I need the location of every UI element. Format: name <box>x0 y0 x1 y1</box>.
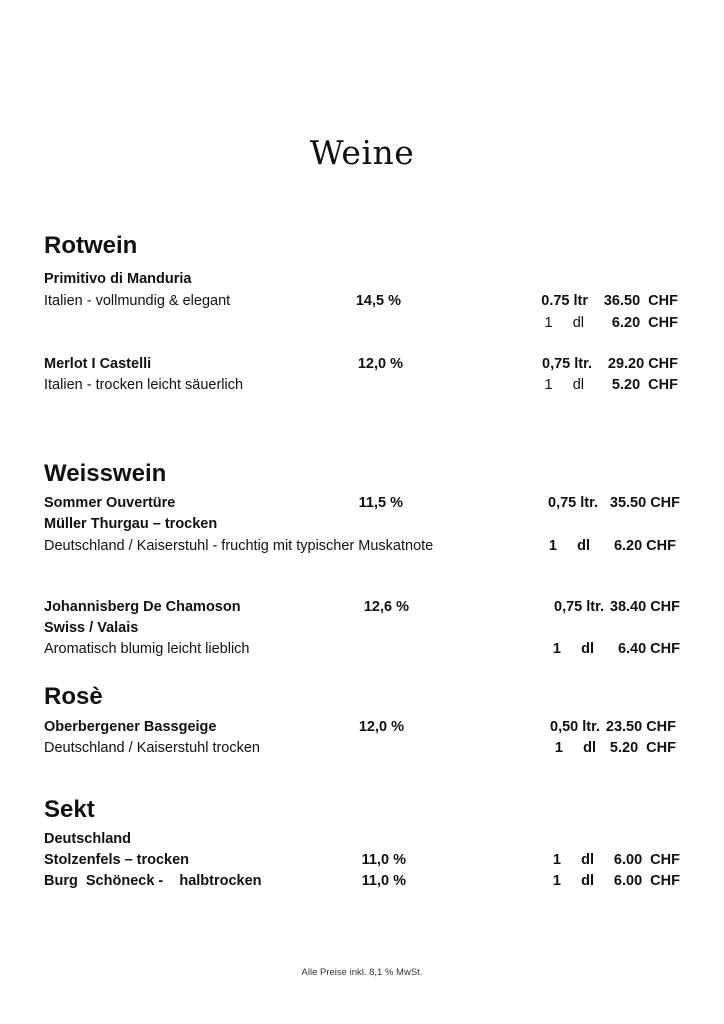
wine-name: Primitivo di Manduria <box>44 271 192 287</box>
wine-price: 6.20 CHF <box>611 315 678 331</box>
page-title: Weine <box>309 133 415 172</box>
wine-volume: 1 dl <box>544 377 584 393</box>
wine-price: 5.20 CHF <box>611 377 678 393</box>
wine-price: 35.50 CHF <box>609 495 680 511</box>
wine-volume: 0,75 ltr. <box>548 495 598 511</box>
wine-price: 6.00 CHF <box>613 873 680 889</box>
wine-description: Italien - trocken leicht säuerlich <box>44 377 244 393</box>
wine-volume: 0,50 ltr. <box>550 719 600 735</box>
wine-price: 29.20 CHF <box>607 356 678 372</box>
wine-volume: 1 dl <box>552 852 594 868</box>
wine-volume: 1 dl <box>544 315 584 331</box>
sekt-country: Deutschland <box>44 831 132 847</box>
wine-description: Aromatisch blumig leicht lieblich <box>44 641 250 657</box>
wine-name: Sommer Ouvertüre <box>44 495 176 511</box>
section-heading-rose: Rosè <box>44 683 103 710</box>
wine-subname: Müller Thurgau – trocken <box>44 516 218 532</box>
wine-name: Stolzenfels – trocken <box>44 852 190 868</box>
wine-description: Italien - vollmundig & elegant <box>44 293 231 309</box>
wine-description: Deutschland / Kaiserstuhl trocken <box>44 740 260 756</box>
wine-name: Merlot I Castelli <box>44 356 152 372</box>
wine-price: 5.20 CHF <box>609 740 676 756</box>
section-heading-rotwein: Rotwein <box>44 232 138 259</box>
wine-price: 23.50 CHF <box>605 719 676 735</box>
wine-volume: 0,75 ltr. <box>554 599 604 615</box>
wine-price: 36.50 CHF <box>603 293 678 309</box>
wine-alcohol: 14,5 % <box>355 293 401 309</box>
wine-price: 6.20 CHF <box>613 538 676 554</box>
wine-volume: 1 dl <box>554 740 596 756</box>
wine-volume: 1 dl <box>548 538 590 554</box>
wine-alcohol: 12,0 % <box>357 356 403 372</box>
wine-price: 6.00 CHF <box>613 852 680 868</box>
wine-description: Deutschland / Kaiserstuhl - fruchtig mit typischer Muskatnote <box>44 538 434 554</box>
wine-price: 6.40 CHF <box>617 641 680 657</box>
wine-alcohol: 12,0 % <box>358 719 404 735</box>
wine-volume: 0,75 ltr. <box>542 356 592 372</box>
wine-volume: 0.75 ltr <box>541 293 588 309</box>
wine-alcohol: 11,0 % <box>361 852 406 868</box>
wine-name: Burg Schöneck - halbtrocken <box>44 873 262 889</box>
wine-volume: 1 dl <box>552 641 594 657</box>
wine-name: Johannisberg De Chamoson <box>44 599 241 615</box>
wine-alcohol: 12,6 % <box>363 599 409 615</box>
wine-subname: Swiss / Valais <box>44 620 139 636</box>
wine-alcohol: 11,5 % <box>358 495 403 511</box>
wine-name: Oberbergener Bassgeige <box>44 719 217 735</box>
footer-vat-note: Alle Preise inkl. 8,1 % MwSt. <box>301 967 423 978</box>
section-heading-weisswein: Weisswein <box>44 460 167 487</box>
section-heading-sekt: Sekt <box>44 796 95 823</box>
wine-price: 38.40 CHF <box>609 599 680 615</box>
wine-alcohol: 11,0 % <box>361 873 406 889</box>
wine-volume: 1 dl <box>552 873 594 889</box>
